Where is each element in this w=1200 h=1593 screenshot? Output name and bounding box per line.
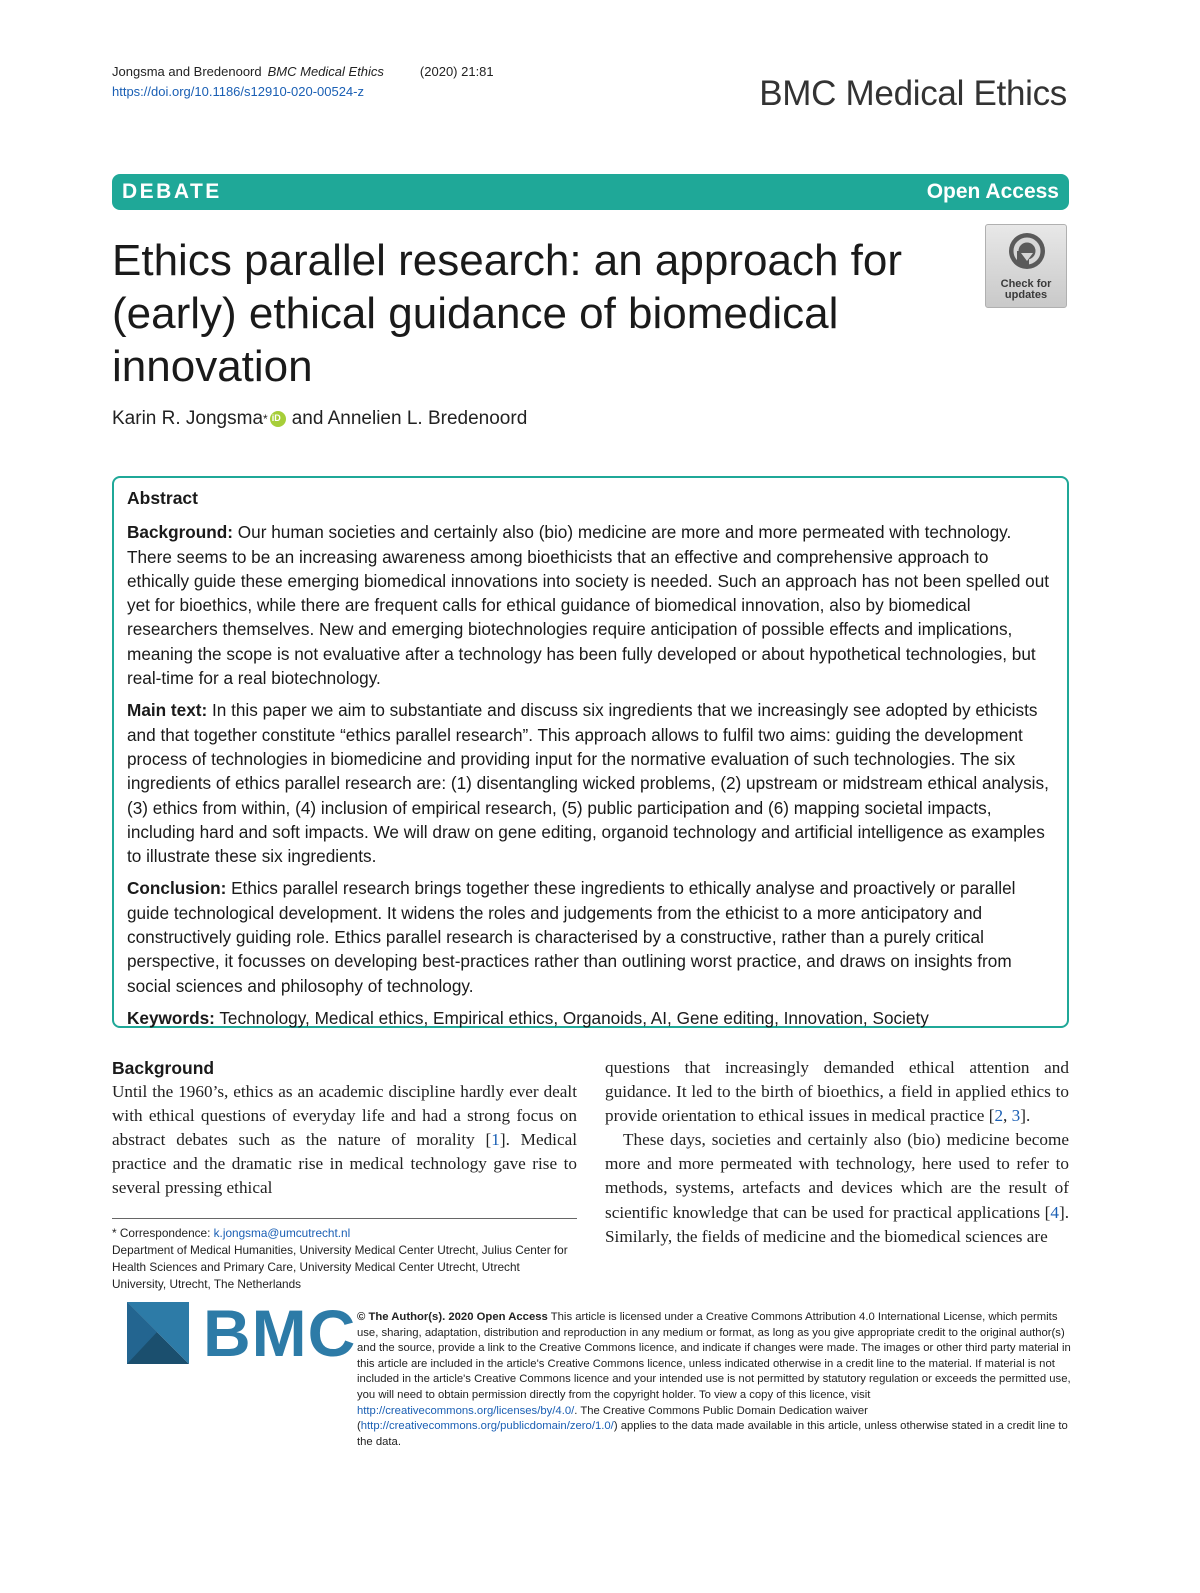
body-text-span: ].	[1020, 1106, 1031, 1126]
abstract-conclusion-text: Ethics parallel research brings together these ingredients to ethically analyse and proactively or parallel guide technological development. It widens the roles and judgements from the ethicist to a more anticipatory and constructively guiding role. Ethics parallel research is characterised by a constructive, rather than a purely critical perspective, it focusses on developing best-practices rather than outlining worst practice, and draws on insights from social sciences and philosophy of technology.	[127, 878, 1016, 996]
body-paragraph	[605, 1128, 1069, 1248]
abstract-conclusion-label: Conclusion:	[127, 878, 227, 899]
abstract-keywords	[127, 1006, 1053, 1030]
check-for-updates-label: Check for updates	[1000, 278, 1052, 301]
crossmark-icon	[1007, 231, 1047, 271]
author-rest: and Annelien L. Bredenoord	[291, 408, 528, 429]
body-text-span: These days, societies and certainly also (bio) medicine become more and more permeated with technology, here used to refer to methods, systems, artefacts and devices which are the result of scientific knowledge that can be used for practical applications [	[605, 1130, 1069, 1222]
body-paragraph	[605, 1056, 1069, 1128]
body-column-right	[605, 1056, 1069, 1249]
correspondence-label: * Correspondence:	[112, 1226, 214, 1240]
license-statement	[357, 1310, 1071, 1450]
body-paragraph	[112, 1080, 577, 1200]
author-first: Karin R. Jongsma	[112, 408, 264, 429]
abstract-background	[127, 520, 1053, 690]
license-text: . The Creative Commons Public Domain Dedication waiver (	[357, 1404, 868, 1433]
citation-link-2[interactable]: 2	[994, 1106, 1004, 1126]
abstract-main-label: Main text:	[127, 700, 208, 721]
citation-line	[112, 62, 494, 82]
license-text: ) applies to the data made available in this article, unless otherwise stated in a credit line to the data.	[357, 1420, 1068, 1448]
orcid-icon[interactable]	[270, 411, 286, 427]
running-header	[112, 62, 494, 102]
bmc-logo	[127, 1296, 357, 1370]
cc-by-link[interactable]: http://creativecommons.org/licenses/by/4.0/	[357, 1404, 575, 1417]
abstract-background-text: Our human societies and certainly also (bio) medicine are more and more permeated with technology. There seems to be an increasing awareness among bioethicists that an effective and comprehensive approach to ethically guide these emerging biomedical innovations into society is needed. Such an approach has not been spelled out yet for bioethics, while there are frequent calls for ethical guidance of biomedical innovation, also by biomedical researchers themselves. New and emerging biotechnologies require anticipation of possible effects and implications, meaning the scope is not evaluative after a technology has been fully developed or about hypothetical technologies, but real-time for a real biotechnology.	[127, 522, 1050, 689]
citation-link-4[interactable]: 4	[1050, 1202, 1059, 1222]
body-text-span: ]. Medical practice and the dramatic rise in medical technology gave rise to several pressing ethical	[112, 1130, 577, 1198]
open-access-label: Open Access	[926, 180, 1059, 203]
abstract-box	[112, 476, 1069, 1028]
abstract-main-body: In this paper we aim to substantiate and discuss six ingredients that we increasingly see adopted by ethicists and that together constitute “ethics parallel research”. This approach allows to fulfil two aims: guiding the development process of technologies in biomedicine and providing input for the normative evaluation of such technologies. The six ingredients of ethics parallel research are: (1) disentangling wicked problems, (2) upstream or midstream ethical analysis, (3) ethics from within, (4) inclusion of empirical research, (5) public participation and (6) mapping societal impacts, including hard and soft impacts. We will draw on gene editing, organoid technology and artificial intelligence as examples to illustrate these six ingredients.	[127, 700, 1049, 867]
abstract-main-text	[127, 698, 1053, 868]
check-for-updates-badge[interactable]	[985, 224, 1067, 308]
body-column-left	[112, 1056, 577, 1200]
citation-year: (2020) 21:81	[419, 64, 494, 79]
cc-zero-link[interactable]: http://creativecommons.org/publicdomain/zero/1.0/	[360, 1420, 614, 1433]
article-title: Ethics parallel research: an approach for (early) ethical guidance of biomedical innovation	[112, 236, 902, 391]
abstract-heading: Abstract	[127, 488, 198, 508]
citation-separator: ,	[1003, 1106, 1012, 1126]
citation-journal: BMC Medical Ethics	[267, 64, 384, 79]
citation-authors: Jongsma and Bredenoord	[112, 64, 262, 79]
body-text-span: questions that increasingly demanded ethical attention and guidance. It led to the birth of bioethics, a field in applied ethics to provide orientation to ethical issues in medical practice [	[605, 1058, 1069, 1126]
correspondence-email[interactable]: k.jongsma@umcutrecht.nl	[213, 1226, 351, 1240]
bmc-logo-icon	[127, 1302, 189, 1364]
keywords-label: Keywords:	[127, 1007, 215, 1028]
abstract-conclusion	[127, 876, 1053, 997]
citation-link-3[interactable]: 3	[1011, 1106, 1021, 1126]
journal-name: BMC Medical Ethics	[759, 74, 1067, 113]
abstract-background-label: Background:	[127, 522, 233, 543]
article-type-label: DEBATE	[122, 180, 222, 203]
keywords-text: Technology, Medical ethics, Empirical ethics, Organoids, AI, Gene editing, Innovation, Society	[214, 1007, 929, 1028]
article-type-banner	[112, 174, 1069, 210]
affiliation: Department of Medical Humanities, University Medical Center Utrecht, Julius Center for Health Sciences and Primary Care, University Medical Center Utrecht, Utrecht University, Utrecht, The Netherlands	[112, 1243, 568, 1291]
doi-link[interactable]: https://doi.org/10.1186/s12910-020-00524-z	[112, 84, 364, 99]
section-heading-background: Background	[112, 1058, 215, 1078]
license-text: This article is licensed under a Creative Commons Attribution 4.0 International License, which permits use, sharing, adaptation, distribution and reproduction in any medium or format, as long as you give appropriate credit to the original author(s) and the source, provide a link to the Creative Commons licence, and indicate if changes were made. The images or other third party material in this article are included in the article's Creative Commons licence, unless indicated otherwise in a credit line to the material. If material is not included in the article's Creative Commons licence and your intended use is not permitted by statutory regulation or exceeds the permitted use, you will need to obtain permission directly from the copyright holder. To view a copy of this licence, visit	[357, 1311, 1071, 1401]
body-text-span: Until the 1960’s, ethics as an academic discipline hardly ever dealt with ethical questions of everyday life and had a strong focus on abstract debates such as the nature of morality [	[112, 1082, 577, 1150]
correspondence-footnote	[112, 1218, 577, 1293]
citation-link-1[interactable]: 1	[491, 1130, 500, 1150]
corresponding-mark: *	[263, 412, 268, 426]
bmc-logo-word: BMC	[203, 1296, 357, 1370]
correspondence-line	[112, 1225, 577, 1242]
copyright-bold: © The Author(s). 2020 Open Access	[357, 1311, 548, 1323]
author-list	[112, 408, 527, 430]
body-text-span: ]. Similarly, the fields of medicine and the biomedical sciences are	[605, 1202, 1069, 1246]
